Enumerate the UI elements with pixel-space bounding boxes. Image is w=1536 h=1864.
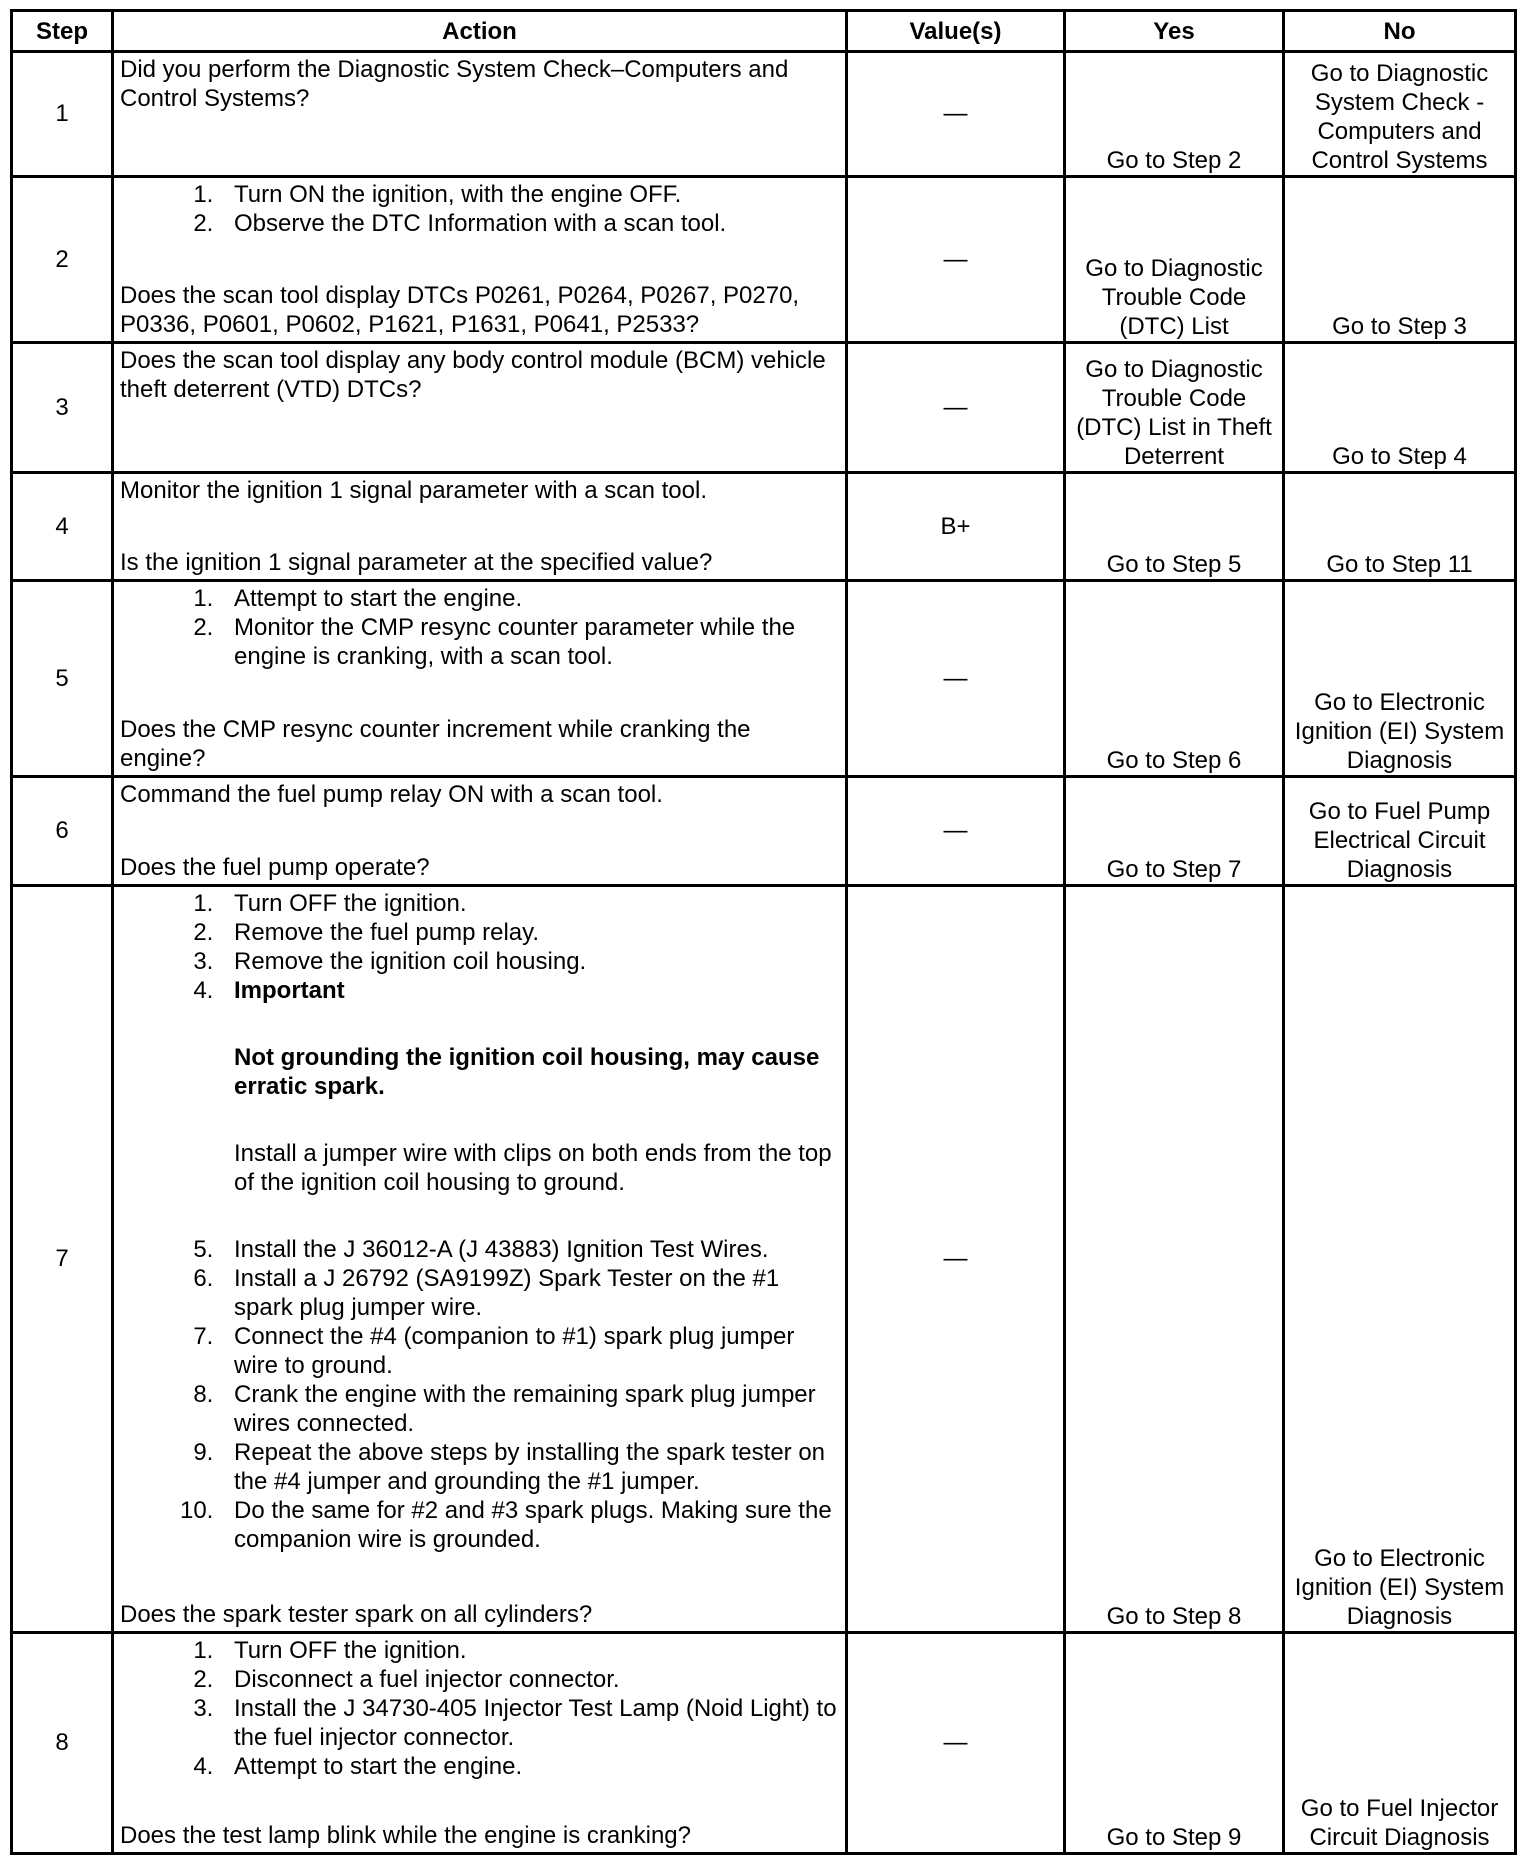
action-cell	[113, 343, 847, 473]
action-cell	[113, 581, 847, 777]
table-row	[12, 176, 1516, 343]
diagnostic-table	[10, 9, 1517, 1855]
yes-cell: Go to Diagnostic Trouble Code (DTC) List in Theft Deterrent	[1065, 343, 1284, 473]
instruction-item: 1. Attempt to start the engine.	[220, 584, 839, 613]
step-number: 6	[12, 777, 113, 885]
instruction-item: 1. Turn ON the ignition, with the engine OFF.	[220, 180, 839, 209]
action-cell	[113, 1632, 847, 1853]
no-cell: Go to Fuel Injector Circuit Diagnosis	[1284, 1632, 1516, 1853]
instruction-list	[120, 1235, 839, 1554]
step-number: 2	[12, 176, 113, 343]
header-values: Value(s)	[847, 11, 1065, 52]
instruction: Monitor the ignition 1 signal parameter with a scan tool.	[120, 476, 707, 504]
instruction-item: 10. Do the same for #2 and #3 spark plugs. Making sure the companion wire is grounded.	[220, 1496, 839, 1554]
table-row	[12, 885, 1516, 1632]
yes-cell: Go to Step 8	[1065, 885, 1284, 1632]
instruction-item-important	[220, 976, 839, 1197]
no-cell: Go to Electronic Ignition (EI) System Diagnosis	[1284, 885, 1516, 1632]
value-cell: —	[847, 52, 1065, 177]
instruction-item: 3. Install the J 34730-405 Injector Test Lamp (Noid Light) to the fuel injector connector.	[220, 1694, 839, 1752]
header-step: Step	[12, 11, 113, 52]
instruction-list	[120, 889, 839, 1197]
instruction-item: 2. Monitor the CMP resync counter parameter while the engine is cranking, with a scan tool.	[220, 613, 839, 671]
action-cell	[113, 885, 847, 1632]
important-body: Install a jumper wire with clips on both ends from the top of the ignition coil housing to ground.	[234, 1139, 832, 1196]
action-cell	[113, 777, 847, 885]
yes-cell: Go to Step 6	[1065, 581, 1284, 777]
instruction-item: 2. Disconnect a fuel injector connector.	[220, 1665, 839, 1694]
no-cell: Go to Step 11	[1284, 472, 1516, 580]
no-cell: Go to Step 4	[1284, 343, 1516, 473]
table-row	[12, 472, 1516, 580]
instruction-item: 5. Install the J 36012-A (J 43883) Ignition Test Wires.	[220, 1235, 839, 1264]
instruction-item: 8. Crank the engine with the remaining spark plug jumper wires connected.	[220, 1380, 839, 1438]
instruction-item: 1. Turn OFF the ignition.	[220, 889, 839, 918]
header-no: No	[1284, 11, 1516, 52]
instruction-list	[120, 180, 839, 238]
step-number: 3	[12, 343, 113, 473]
question: Does the test lamp blink while the engine is cranking?	[120, 1822, 691, 1849]
value-cell: —	[847, 581, 1065, 777]
action-cell	[113, 472, 847, 580]
instruction-item: 2. Remove the fuel pump relay.	[220, 918, 839, 947]
yes-cell: Go to Diagnostic Trouble Code (DTC) List	[1065, 176, 1284, 343]
table-row	[12, 777, 1516, 885]
question: Does the spark tester spark on all cylinders?	[120, 1600, 593, 1628]
question: Is the ignition 1 signal parameter at the specified value?	[120, 549, 713, 577]
important-label: 4. Important	[234, 976, 345, 1004]
important-note: Not grounding the ignition coil housing, may cause erratic spark.	[234, 1043, 820, 1100]
yes-cell: Go to Step 9	[1065, 1632, 1284, 1853]
yes-cell: Go to Step 7	[1065, 777, 1284, 885]
yes-cell: Go to Step 5	[1065, 472, 1284, 580]
instruction-item: 3. Remove the ignition coil housing.	[220, 947, 839, 976]
question: Did you perform the Diagnostic System Check–Computers and Control Systems?	[120, 56, 789, 112]
action-cell	[113, 52, 847, 177]
table-row	[12, 1632, 1516, 1853]
step-number: 8	[12, 1632, 113, 1853]
value-cell: B+	[847, 472, 1065, 580]
instruction-item: 2. Observe the DTC Information with a scan tool.	[220, 209, 839, 238]
table-row	[12, 52, 1516, 177]
instruction-list	[120, 584, 839, 671]
no-cell: Go to Diagnostic System Check - Computers and Control Systems	[1284, 52, 1516, 177]
no-cell: Go to Step 3	[1284, 176, 1516, 343]
question: Does the scan tool display any body control module (BCM) vehicle theft deterrent (VTD) DTCs?	[120, 347, 826, 404]
value-cell: —	[847, 777, 1065, 885]
question: Does the scan tool display DTCs P0261, P0264, P0267, P0270, P0336, P0601, P0602, P1621, P1631, P0641, P2533?	[120, 282, 800, 339]
value-cell: —	[847, 343, 1065, 473]
step-number: 1	[12, 52, 113, 177]
instruction-item: 7. Connect the #4 (companion to #1) spark plug jumper wire to ground.	[220, 1322, 839, 1380]
value-cell: —	[847, 885, 1065, 1632]
action-cell	[113, 176, 847, 343]
instruction-list	[120, 1636, 839, 1781]
instruction-item: 6. Install a J 26792 (SA9199Z) Spark Tester on the #1 spark plug jumper wire.	[220, 1264, 839, 1322]
instruction-item: 4. Attempt to start the engine.	[220, 1752, 839, 1781]
yes-cell: Go to Step 2	[1065, 52, 1284, 177]
header-yes: Yes	[1065, 11, 1284, 52]
no-cell: Go to Electronic Ignition (EI) System Diagnosis	[1284, 581, 1516, 777]
question: Does the CMP resync counter increment while cranking the engine?	[120, 716, 751, 773]
header-row	[12, 11, 1516, 52]
instruction: Command the fuel pump relay ON with a scan tool.	[120, 781, 663, 809]
header-action: Action	[113, 11, 847, 52]
step-number: 7	[12, 885, 113, 1632]
value-cell: —	[847, 176, 1065, 343]
table-row	[12, 581, 1516, 777]
instruction-item: 1. Turn OFF the ignition.	[220, 1636, 839, 1665]
table-row	[12, 343, 1516, 473]
instruction-item: 9. Repeat the above steps by installing the spark tester on the #4 jumper and grounding the #1 jumper.	[220, 1438, 839, 1496]
value-cell: —	[847, 1632, 1065, 1853]
step-number: 4	[12, 472, 113, 580]
question: Does the fuel pump operate?	[120, 853, 430, 881]
no-cell: Go to Fuel Pump Electrical Circuit Diagnosis	[1284, 777, 1516, 885]
step-number: 5	[12, 581, 113, 777]
